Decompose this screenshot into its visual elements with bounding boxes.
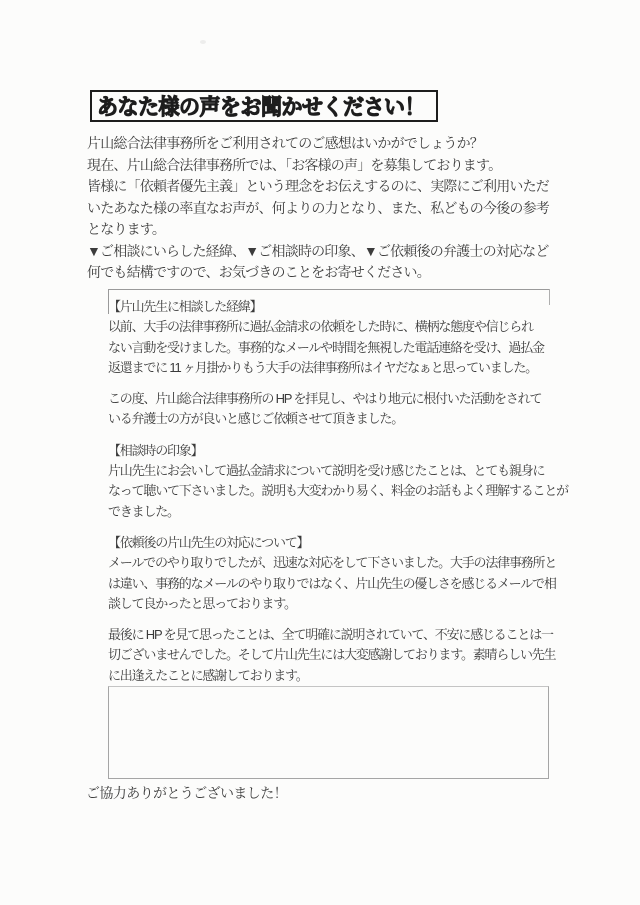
testimonial-section-response	[108, 533, 556, 686]
intro-line: となります。	[87, 221, 166, 237]
testimonial-line: ない言動を受けました。事務的なメールや時間を無視した電話連絡を受け、過払金	[108, 339, 544, 355]
scan-artifact-speck	[200, 40, 206, 44]
testimonial-line: 返還までに 11 ヶ月掛かりもう大手の法律事務所はイヤだなぁと思っていました。	[108, 359, 537, 375]
closing-text: ご協力ありがとうございました！	[86, 785, 287, 801]
testimonial-line: メールでのやり取りでしたが、迅速な対応をして下さいました。大手の法律事務所と	[108, 555, 557, 571]
testimonial-paragraph	[108, 625, 556, 686]
testimonial-line: に出逢えたことに感謝しております。	[108, 667, 308, 683]
testimonial-section-background	[108, 297, 556, 430]
testimonial-paragraph	[108, 317, 556, 378]
intro-line: 皆様に「依頼者優先主義」という理念をお伝えするのに、実際にご利用いただ	[87, 178, 549, 194]
feedback-box-top-border	[108, 289, 550, 290]
section-heading: 【依頼後の片山先生の対応について】	[108, 534, 309, 550]
intro-line: ▼ご相談にいらした経緯、▼ご相談時の印象、▼ご依頼後の弁護士の対応など	[87, 242, 549, 259]
intro-text	[87, 133, 587, 284]
section-heading: 【相談時の印象】	[108, 442, 203, 458]
testimonial-line: いる弁護士の方が良いと感じご依頼させて頂きました。	[108, 411, 404, 427]
testimonial-line: この度、片山総合法律事務所の HP を拝見し、やはり地元に根付いた活動をされて	[108, 391, 542, 407]
testimonial-paragraph	[108, 553, 556, 614]
testimonial-section-impression	[108, 441, 568, 522]
testimonial-line: 片山先生にお会いして過払金請求について説明を受け感じたことは、とても親身に	[108, 463, 545, 479]
section-heading: 【片山先生に相談した経緯】	[108, 299, 262, 314]
form-title-banner	[90, 90, 438, 122]
testimonial-line: なって聴いて下さいました。説明も大変わかり易く、料金のお話もよく理解することが	[108, 483, 568, 499]
testimonial-line: 談して良かったと思っております。	[108, 595, 296, 611]
testimonial-line: 最後に HP を見て思ったことは、全て明確に説明されていて、不安に感じることは一	[108, 627, 553, 643]
testimonial-content	[108, 297, 568, 686]
intro-line: 何でも結構ですので、お気づきのことをお寄せください。	[87, 264, 430, 280]
testimonial-line: 以前、大手の法律事務所に過払金請求の依頼をした時に、横柄な態度や信じられ	[108, 319, 533, 335]
testimonial-line: 切ございませんでした。そして片山先生には大変感謝しております。素晴らしい先生	[108, 647, 556, 663]
intro-line: 片山総合法律事務所をご利用されてのご感想はいかがでしょうか？	[87, 135, 483, 151]
empty-answer-box	[108, 686, 549, 779]
testimonial-line: は違い、事務的なメールのやり取りではなく、片山先生の優しさを感じるメールで相	[108, 575, 556, 591]
testimonial-paragraph	[108, 461, 568, 522]
testimonial-paragraph	[108, 389, 556, 430]
testimonial-line: できました。	[108, 503, 179, 519]
intro-line: いたあなた様の率直なお声が、何よりの力となり、また、私どもの今後の参考	[87, 199, 549, 216]
form-title: あなた様の声をお聞かせください！	[97, 95, 425, 120]
intro-line: 現在、片山総合法律事務所では、「お客様の声」を募集しております。	[87, 156, 502, 173]
